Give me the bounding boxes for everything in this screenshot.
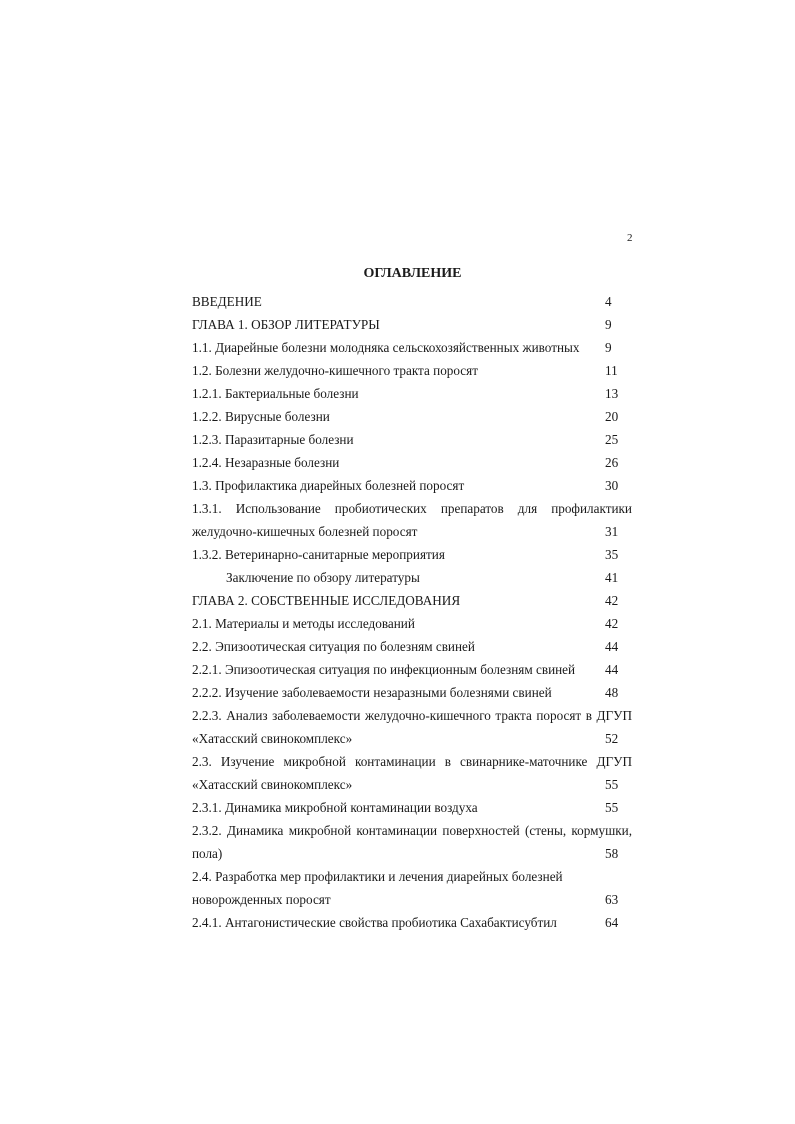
- toc-line: [192, 428, 632, 451]
- toc-line: [192, 888, 632, 911]
- toc-line: [192, 612, 632, 635]
- toc-entry-page: 55: [605, 777, 619, 792]
- toc-line: [192, 451, 632, 474]
- toc-entry-page: 42: [605, 593, 619, 608]
- toc-line: [192, 635, 632, 658]
- toc-line: [192, 405, 632, 428]
- toc-entry-text: 1.2. Болезни желудочно-кишечного тракта поросят: [192, 363, 478, 378]
- toc-entry-text: 1.2.4. Незаразные болезни: [192, 455, 340, 470]
- toc-entry-page: 20: [605, 409, 619, 424]
- toc-entry-page: 31: [605, 524, 619, 539]
- toc-entry-text: 2.3.2. Динамика микробной контаминации поверхностей (стены, кормушки,: [192, 823, 632, 838]
- toc-line: [192, 290, 632, 313]
- toc-entry-text: 2.4.1. Антагонистические свойства пробиотика Сахабактисубтил: [192, 915, 557, 930]
- toc-line: [192, 911, 632, 934]
- toc-entry-text: 1.1. Диарейные болезни молодняка сельскохозяйственных животных: [192, 340, 580, 355]
- toc-line: [192, 658, 632, 681]
- toc-entry-page: 44: [605, 662, 619, 677]
- toc-entry-text: 1.2.3. Паразитарные болезни: [192, 432, 354, 447]
- toc-entry-text: «Хатасский свинокомплекс»: [192, 777, 353, 792]
- toc-entry-text: 1.2.2. Вирусные болезни: [192, 409, 330, 424]
- toc-line: [192, 566, 632, 589]
- toc-entry-page: 35: [605, 547, 619, 562]
- toc-entry-page: 13: [605, 386, 619, 401]
- toc-entry-page: 9: [605, 340, 612, 355]
- toc-entry-page: 42: [605, 616, 619, 631]
- toc-entry-page: 52: [605, 731, 619, 746]
- toc-entry-text: 2.2.3. Анализ заболеваемости желудочно-кишечного тракта поросят в ДГУП: [192, 708, 632, 723]
- toc-entry-page: 41: [605, 570, 619, 585]
- toc-line: [192, 359, 632, 382]
- toc-line: [192, 382, 632, 405]
- toc-entry-text: 1.3.1. Использование пробиотических препаратов для профилактики: [192, 501, 632, 516]
- toc-line: [192, 681, 632, 704]
- toc-entry-page: 11: [605, 363, 618, 378]
- toc-entry-text: пола): [192, 846, 223, 861]
- toc-entry-text: 1.3. Профилактика диарейных болезней поросят: [192, 478, 465, 493]
- toc-line: [192, 796, 632, 819]
- toc-entry-page: 30: [605, 478, 619, 493]
- toc-entry-text: 2.2. Эпизоотическая ситуация по болезням свиней: [192, 639, 475, 654]
- toc-entry-text: желудочно-кишечных болезней поросят: [192, 524, 418, 539]
- toc-entry-page: 58: [605, 846, 619, 861]
- toc-entry-text: «Хатасский свинокомплекс»: [192, 731, 353, 746]
- toc-line: [192, 497, 632, 520]
- toc-line: [192, 520, 632, 543]
- toc-entry-text: Заключение по обзору литературы: [226, 570, 420, 585]
- toc-line: [192, 773, 632, 796]
- toc-line: [192, 589, 632, 612]
- table-of-contents: [192, 290, 632, 934]
- toc-line: [192, 819, 632, 842]
- toc-entry-page: 48: [605, 685, 619, 700]
- toc-line: [192, 865, 632, 888]
- toc-line: [192, 842, 632, 865]
- toc-entry-text: 2.3. Изучение микробной контаминации в свинарнике-маточнике ДГУП: [192, 754, 632, 769]
- toc-entry-text: 2.2.2. Изучение заболеваемости незаразными болезнями свиней: [192, 685, 552, 700]
- page-number: 2: [627, 232, 633, 244]
- toc-line: [192, 474, 632, 497]
- toc-entry-page: 25: [605, 432, 619, 447]
- toc-line: [192, 704, 632, 727]
- toc-entry-text: 1.2.1. Бактериальные болезни: [192, 386, 359, 401]
- toc-entry-page: 55: [605, 800, 619, 815]
- toc-entry-page: 44: [605, 639, 619, 654]
- toc-entry-page: 64: [605, 915, 619, 930]
- toc-line: [192, 543, 632, 566]
- toc-title: ОГЛАВЛЕНИЕ: [363, 266, 462, 281]
- toc-entry-text: 2.1. Материалы и методы исследований: [192, 616, 415, 631]
- toc-entry-text: 2.4. Разработка мер профилактики и лечения диарейных болезней: [192, 869, 563, 884]
- toc-entry-page: 26: [605, 455, 619, 470]
- toc-entry-text: 1.3.2. Ветеринарно-санитарные мероприятия: [192, 547, 445, 562]
- toc-entry-text: ГЛАВА 2. СОБСТВЕННЫЕ ИССЛЕДОВАНИЯ: [192, 593, 461, 608]
- toc-line: [192, 336, 632, 359]
- toc-line: [192, 313, 632, 336]
- toc-line: [192, 750, 632, 773]
- toc-line: [192, 727, 632, 750]
- toc-entry-page: 4: [605, 294, 612, 309]
- toc-entry-text: ГЛАВА 1. ОБЗОР ЛИТЕРАТУРЫ: [192, 317, 380, 332]
- toc-entry-page: 63: [605, 892, 619, 907]
- toc-entry-text: ВВЕДЕНИЕ: [192, 294, 262, 309]
- toc-entry-page: 9: [605, 317, 612, 332]
- toc-entry-text: 2.3.1. Динамика микробной контаминации воздуха: [192, 800, 478, 815]
- toc-entry-text: 2.2.1. Эпизоотическая ситуация по инфекционным болезням свиней: [192, 662, 576, 677]
- toc-entry-text: новорожденных поросят: [192, 892, 331, 907]
